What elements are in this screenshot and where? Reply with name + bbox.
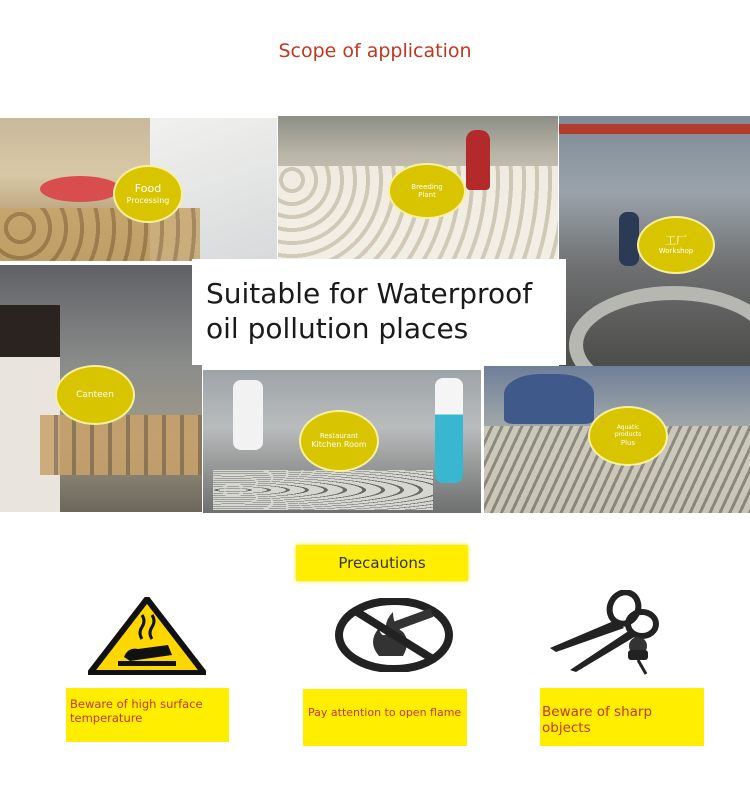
photo-aquatic-products	[484, 366, 750, 513]
caption-sharp-objects-text: Beware of sharp objects	[542, 704, 653, 737]
restaurant-label-1: Restaurant	[319, 432, 359, 441]
no-open-flame-icon	[335, 598, 453, 672]
food-label-2: Processing	[126, 195, 170, 205]
workshop-label-2: Workshop	[658, 247, 694, 256]
canteen-label: Canteen	[76, 389, 114, 400]
label-bubble-food	[113, 165, 183, 223]
hot-surface-warning-icon	[88, 597, 206, 675]
scissors-pin-icon	[546, 590, 664, 676]
label-bubble-canteen	[55, 365, 135, 425]
label-bubble-workshop	[637, 216, 715, 274]
label-bubble-restaurant	[299, 410, 379, 472]
label-bubble-aquatic	[588, 406, 668, 466]
caption-high-temperature	[66, 688, 229, 742]
photo-workshop	[559, 116, 750, 370]
aquatic-label-3: Plus	[620, 438, 636, 447]
aquatic-label-1: Aquatic	[616, 424, 640, 432]
restaurant-label-2: Kitchen Room	[311, 440, 367, 450]
workshop-label-1: 工厂	[665, 233, 687, 247]
photo-food-processing	[0, 118, 277, 261]
caption-sharp-objects	[540, 688, 704, 746]
photo-canteen	[0, 265, 202, 512]
section-title: Scope of application	[278, 40, 472, 62]
precautions-heading: Precautions	[296, 545, 468, 581]
banner-line-2: oil pollution places	[206, 312, 469, 345]
food-label-1: Food	[134, 182, 162, 196]
caption-open-flame-text: Pay attention to open flame	[308, 706, 462, 719]
caption-open-flame	[303, 689, 467, 746]
breeding-label-1: Breeding	[411, 182, 443, 191]
suitability-banner	[192, 259, 566, 365]
banner-line-1: Suitable for Waterproof	[206, 277, 533, 310]
photo-breeding-plant	[278, 116, 558, 259]
aquatic-label-2: products	[614, 430, 642, 438]
label-bubble-breeding	[388, 163, 466, 219]
caption-high-temperature-text: Beware of high surface temperature	[70, 697, 203, 725]
breeding-label-2: Plant	[418, 191, 436, 199]
photo-restaurant-kitchen	[203, 370, 481, 513]
